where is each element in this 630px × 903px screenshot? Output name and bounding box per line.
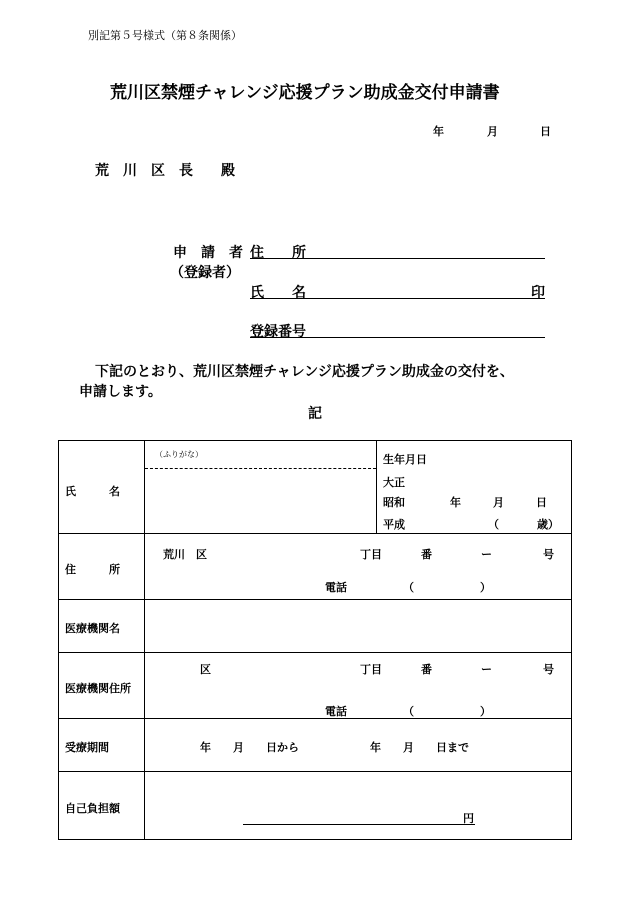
copay-label-cell (59, 772, 145, 840)
city-label: 荒川 区 (163, 548, 207, 561)
row-institution (59, 600, 572, 653)
institution-value-cell[interactable] (145, 600, 572, 653)
page-title: 荒川区禁煙チャレンジ応援プラン助成金交付申請書 (110, 83, 500, 103)
institution-address-value-cell[interactable] (145, 653, 572, 719)
yen-label: 円 (463, 812, 474, 825)
copay-underline (243, 824, 475, 825)
row-copay (59, 772, 572, 840)
birth-day-label: 日 (536, 496, 547, 509)
registrant-label: （登録者） (170, 265, 240, 281)
address-label: 住 所 (65, 563, 120, 576)
birth-year-label: 年 (450, 496, 461, 509)
birth-month-label: 月 (493, 496, 504, 509)
period-to: 年 月 日まで (370, 741, 469, 754)
institution-address-label-cell (59, 653, 145, 719)
era-heisei: 平成 (383, 518, 405, 531)
period-from: 年 月 日から (200, 741, 299, 754)
name-label-cell (59, 441, 145, 534)
row-name (59, 441, 572, 534)
body-text-line1: 下記のとおり、荒川区禁煙チャレンジ応援プラン助成金の交付を、 (95, 364, 514, 380)
form-number: 別記第５号様式（第８条関係） (88, 29, 242, 42)
ban-label: 番 (421, 548, 432, 561)
dash-label-2: ー (481, 663, 492, 676)
phone-paren-open-2: （ (403, 705, 414, 718)
age-close: 歳） (537, 518, 559, 531)
institution-address-label: 医療機関住所 (65, 682, 131, 695)
period-value-cell[interactable] (145, 719, 572, 772)
date-day: 日 (540, 125, 551, 138)
ban-label-2: 番 (421, 663, 432, 676)
name-label: 氏 名 (65, 485, 120, 498)
phone-paren-close-2: ） (480, 705, 491, 718)
go-label: 号 (543, 548, 554, 561)
registration-number-field[interactable] (250, 337, 545, 338)
addressee: 荒 川 区 長 殿 (95, 163, 235, 179)
address-value-cell[interactable] (145, 534, 572, 600)
address-label-cell (59, 534, 145, 600)
applicant-label: 申 請 者 (173, 245, 243, 261)
furigana-label: （ふりがな） (155, 450, 203, 459)
row-address (59, 534, 572, 600)
row-institution-address (59, 653, 572, 719)
chome-label: 丁目 (360, 548, 382, 561)
ku-label: 区 (200, 663, 211, 676)
application-table (58, 440, 572, 840)
age-open: （ (488, 518, 499, 531)
phone-label-2: 電話 (325, 705, 347, 718)
phone-paren-close: ） (480, 581, 491, 594)
period-label-cell (59, 719, 145, 772)
birth-label: 生年月日 (383, 453, 427, 466)
birth-cell[interactable] (377, 441, 572, 534)
institution-label-cell (59, 600, 145, 653)
body-text-line2: 申請します。 (79, 384, 162, 400)
institution-label: 医療機関名 (65, 622, 120, 635)
chome-label-2: 丁目 (360, 663, 382, 676)
phone-paren-open: （ (403, 581, 414, 594)
dash-label: ー (481, 548, 492, 561)
registration-number-label: 登録番号 (250, 324, 306, 340)
applicant-name-field[interactable] (250, 298, 545, 299)
row-period (59, 719, 572, 772)
applicant-address-field[interactable] (250, 258, 545, 259)
date-year: 年 (433, 125, 444, 138)
copay-value-cell[interactable] (145, 772, 572, 840)
phone-label: 電話 (325, 581, 347, 594)
copay-label: 自己負担額 (65, 802, 120, 815)
era-taisho: 大正 (383, 476, 405, 489)
era-showa: 昭和 (383, 496, 405, 509)
name-value-cell[interactable] (145, 441, 377, 534)
furigana-divider (145, 468, 376, 469)
applicant-name-label: 氏 名 (250, 285, 306, 301)
date-month: 月 (487, 125, 498, 138)
period-label: 受療期間 (65, 741, 109, 754)
ki-heading: 記 (308, 406, 322, 422)
applicant-address-label: 住 所 (250, 245, 306, 261)
go-label-2: 号 (543, 663, 554, 676)
seal-mark: 印 (531, 285, 545, 301)
